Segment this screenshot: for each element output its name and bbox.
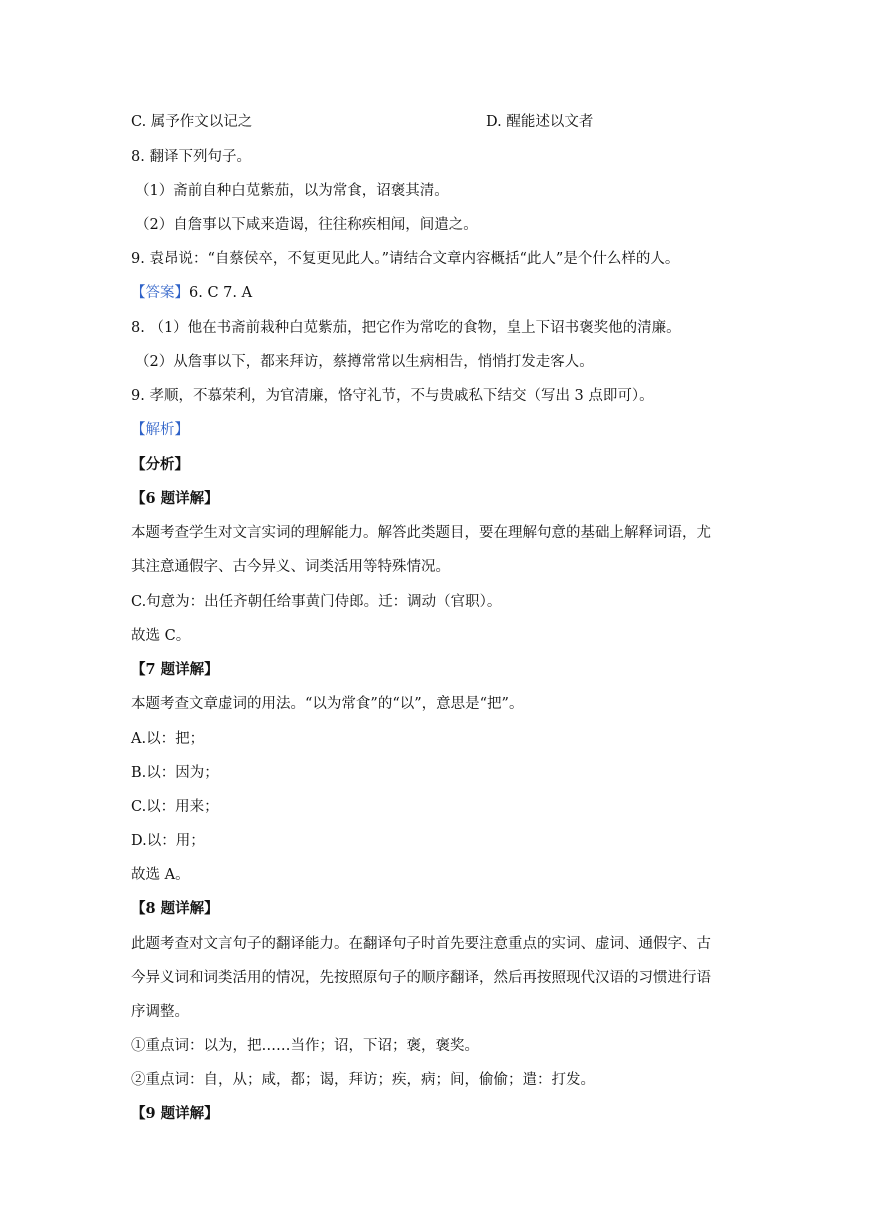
answer-8-2: （2）从詹事以下，都来拜访，蔡撙常常以生病相告，悄悄打发走客人。 — [135, 354, 594, 370]
paragraph-q8-2: 今异义词和词类活用的情况，先按照原句子的顺序翻译，然后再按照现代汉语的习惯进行语 — [131, 970, 711, 986]
paragraph-q6-4: 故选 C。 — [131, 628, 191, 644]
answer-label: 【答案】 — [131, 285, 189, 301]
paragraph-q6-2: 其注意通假字、古今异义、词类活用等特殊情况。 — [131, 559, 450, 575]
paragraph-q7-end: 故选 A。 — [131, 867, 190, 883]
paragraph-q6-1: 本题考查学生对文言实词的理解能力。解答此类题目，要在理解句意的基础上解释词语，尤 — [131, 525, 711, 541]
option-d: D. 醒能述以文者 — [486, 114, 594, 130]
paragraph-q7-1: 本题考查文章虚词的用法。“以为常食”的“以”，意思是“把”。 — [131, 696, 524, 712]
paragraph-q8-1: 此题考查对文言句子的翻译能力。在翻译句子时首先要注意重点的实词、虚词、通假字、古 — [131, 936, 711, 952]
answer-line — [131, 283, 252, 303]
heading-q8: 【8 题详解】 — [131, 900, 219, 917]
heading-q9: 【9 题详解】 — [131, 1105, 219, 1122]
question-8-title: 8. 翻译下列句子。 — [131, 149, 251, 165]
answer-9: 9. 孝顺，不慕荣利，为官清廉，恪守礼节，不与贵戚私下结交（写出 3 点即可）。 — [131, 388, 654, 404]
paragraph-q6-3: C.句意为：出任齐朝任给事黄门侍郎。迁：调动（官职）。 — [131, 594, 502, 610]
option-q7-c: C.以：用来； — [131, 799, 219, 815]
analysis-label: 【解析】 — [131, 422, 189, 438]
answer-6-7: 6. C 7. A — [189, 285, 253, 301]
paragraph-q8-4: ①重点词：以为，把……当作；诏，下诏；褒，褒奖。 — [131, 1038, 479, 1054]
option-q7-d: D.以：用； — [131, 833, 205, 849]
question-8-sentence-1: （1）斋前自种白苋紫茄，以为常食，诏褒其清。 — [135, 183, 449, 199]
question-8-sentence-2: （2）自詹事以下咸来造谒，往往称疾相闻，间遣之。 — [135, 217, 478, 233]
paragraph-q8-5: ②重点词：自，从；咸，都；谒，拜访；疾，病；间，偷偷；遣：打发。 — [131, 1072, 595, 1088]
option-q7-b: B.以：因为； — [131, 765, 219, 781]
paragraph-q8-3: 序调整。 — [131, 1004, 189, 1020]
option-c: C. 属予作文以记之 — [131, 114, 253, 130]
question-9-title: 9. 袁昂说：“自蔡侯卒，不复更见此人。”请结合文章内容概括“此人”是个什么样的人。 — [131, 251, 680, 267]
answer-8-1: 8. （1）他在书斋前栽种白苋紫茄，把它作为常吃的食物，皇上下诏书褒奖他的清廉。 — [131, 320, 681, 336]
fenxi-heading: 【分析】 — [131, 456, 189, 473]
heading-q6: 【6 题详解】 — [131, 490, 219, 507]
option-q7-a: A.以：把； — [131, 731, 205, 747]
heading-q7: 【7 题详解】 — [131, 661, 219, 678]
